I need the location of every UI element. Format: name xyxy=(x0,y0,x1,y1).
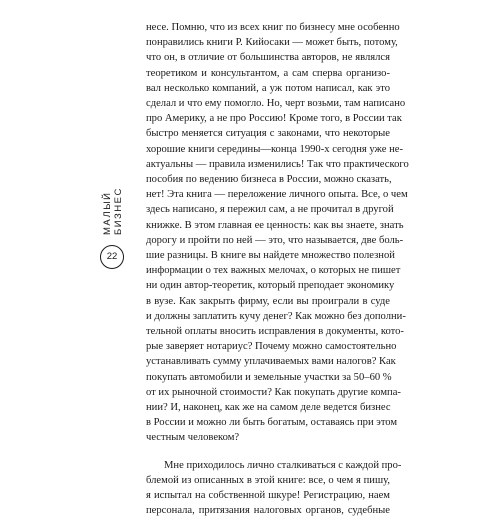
text-line: рые заверяет нотариус? Почему можно самостоятельно xyxy=(146,341,397,353)
text-line: быстро меняется ситуация с законами, что некоторые xyxy=(146,128,390,140)
text-line: хорошие книги середины—конца 1990-х сегодня уже не- xyxy=(146,143,403,155)
text-line: персонала, притязания налоговых органов, судебные xyxy=(146,505,390,517)
page-number: 22 xyxy=(100,245,124,269)
text-line: в России и можно ли быть богатым, оставаясь при этом xyxy=(146,417,398,429)
text-line: теоретиком и консультантом, а сам сперва организо- xyxy=(146,67,390,79)
text-line: я испытал на собственной шкуре! Регистрацию, наем xyxy=(146,490,390,502)
text-line: тельной оплаты вносить исправления в документы, кото- xyxy=(146,326,404,338)
page-sidebar xyxy=(100,155,140,275)
text-line: актуальны — правила изменились! Так что практического xyxy=(146,158,409,170)
paragraph-2 xyxy=(146,458,402,519)
text-line: покупать автомобили и земельные участки за 50–60 % xyxy=(146,371,392,383)
text-line: понравились книги Р. Кийосаки — может быть, потому, xyxy=(146,37,398,49)
text-line: ни один автор-теоретик, который преподает экономику xyxy=(146,280,395,292)
section-title: МАЛЫЙ БИЗНЕС xyxy=(102,187,124,235)
text-line: устанавливать сумму уплачиваемых вами налогов? Как xyxy=(146,356,396,368)
text-line: сделал и что ему помогло. Но, черт возьми, там написано xyxy=(146,98,406,110)
text-line: честным человеком? xyxy=(146,432,240,444)
text-line: информации о тех важных мелочах, о которых не пишет xyxy=(146,265,401,277)
text-line: от их рыночной стоимости? Как покупать другие компа- xyxy=(146,386,401,398)
text-line: несе. Помню, что из всех книг по бизнесу мне особенно xyxy=(146,22,400,33)
body-text xyxy=(146,20,409,519)
paragraph-1 xyxy=(146,20,409,446)
text-line: нет! Эта книга — переложение личного опыта. Все, о чем xyxy=(146,189,408,201)
text-line: здесь написано, я пережил сам, а не прочитал в другой xyxy=(146,204,394,216)
text-line: нии? И, наконец, как же на самом деле ведется бизнес xyxy=(146,402,391,414)
text-line: что он, в отличие от большинства авторов, не являлся xyxy=(146,52,390,64)
text-line: Мне приходилось лично сталкиваться с каждой про- xyxy=(164,459,402,471)
text-line: в вузе. Как закрыть фирму, если вы проиграли в суде xyxy=(146,295,390,307)
text-line: книжке. В этом главная ее ценность: как вы знаете, знать xyxy=(146,219,404,231)
text-line: и должны заплатить кучу денег? Как можно без дополни- xyxy=(146,310,406,322)
text-line: пособия по ведению бизнеса в России, можно сказать, xyxy=(146,174,392,186)
text-line: блемой из описанных в этой книге: все, о чем я пишу, xyxy=(146,474,390,486)
text-line: про Америку, а не про Россию! Кроме того, в России так xyxy=(146,113,402,125)
text-line: дорогу и пройти по ней — это, что называется, две боль- xyxy=(146,234,404,246)
text-line: вал несколько компаний, а уж потом написал, как это xyxy=(146,82,390,94)
text-line: шие разницы. В книге вы найдете множество полезной xyxy=(146,250,395,262)
